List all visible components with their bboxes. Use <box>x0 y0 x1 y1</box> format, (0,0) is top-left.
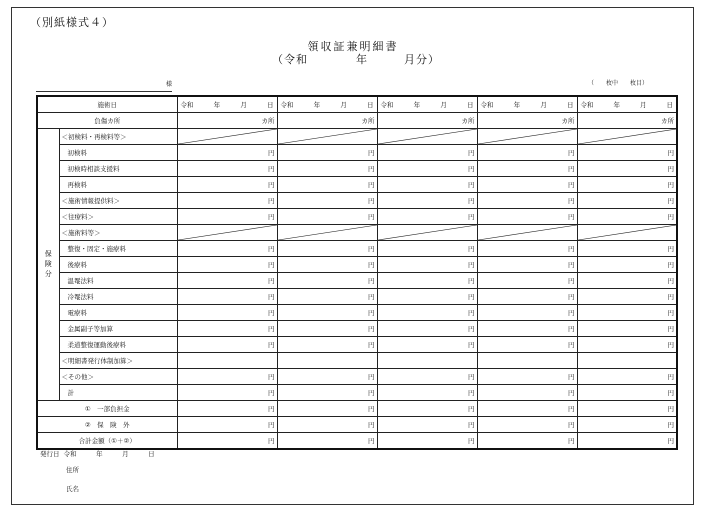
page-title: 領収証兼明細書 <box>307 40 399 53</box>
amount-cell[interactable]: 円 <box>177 369 277 385</box>
row-label: 金属副子等加算 <box>59 321 177 337</box>
date-cell[interactable] <box>277 96 377 113</box>
amount-cell[interactable]: 円 <box>277 433 377 450</box>
table-row-injury <box>37 113 677 129</box>
amount-cell[interactable]: 円 <box>577 241 677 257</box>
footer-label: ① 一部負担金 <box>37 401 177 417</box>
row-label: 整復・固定・施療料 <box>59 241 177 257</box>
date-cell[interactable] <box>477 96 577 113</box>
injury-cell[interactable]: カ所 <box>477 113 577 129</box>
amount-cell[interactable]: 円 <box>577 193 677 209</box>
amount-cell[interactable]: 円 <box>177 177 277 193</box>
row-label: 初検料 <box>59 145 177 161</box>
amount-cell[interactable]: 円 <box>177 257 277 273</box>
amount-cell[interactable]: 円 <box>277 385 377 401</box>
era-part: 年 <box>313 101 321 109</box>
amount-cell[interactable]: 円 <box>177 193 277 209</box>
amount-cell[interactable]: 円 <box>577 209 677 225</box>
era-part: 令和 <box>280 101 294 109</box>
injury-label: 負傷カ所 <box>37 113 177 129</box>
issue-date: 発行日 令和 年 月 日 <box>40 450 155 458</box>
amount-cell[interactable]: 円 <box>377 177 477 193</box>
treatment-date-label: 施術日 <box>37 96 177 113</box>
amount-cell[interactable]: 円 <box>177 433 277 450</box>
amount-cell[interactable]: 円 <box>577 273 677 289</box>
era-part: 日 <box>566 101 574 109</box>
amount-cell[interactable]: 円 <box>177 241 277 257</box>
row-label: ＜施術情報提供料＞ <box>59 193 177 209</box>
date-cell[interactable] <box>177 96 277 113</box>
amount-cell[interactable]: 円 <box>277 289 377 305</box>
statement-table <box>36 95 678 450</box>
diagonal-cell <box>477 129 577 145</box>
row-label: ＜往療料＞ <box>59 209 177 225</box>
amount-cell[interactable]: 円 <box>177 321 277 337</box>
era-part: 令和 <box>580 101 594 109</box>
period-line: （令和 年 月分） <box>272 53 440 66</box>
table-row-footer <box>37 433 677 450</box>
addressee-field[interactable] <box>36 79 172 92</box>
amount-cell[interactable]: 円 <box>577 321 677 337</box>
amount-cell[interactable]: 円 <box>277 305 377 321</box>
row-label: 電療料 <box>59 305 177 321</box>
table-row <box>37 353 677 369</box>
amount-cell[interactable]: 円 <box>477 369 577 385</box>
amount-cell[interactable]: 円 <box>377 385 477 401</box>
amount-cell[interactable]: 円 <box>577 417 677 433</box>
era-part: 月 <box>440 101 447 109</box>
diagonal-cell <box>377 225 477 241</box>
diagonal-cell <box>177 129 277 145</box>
amount-cell[interactable]: 円 <box>477 209 577 225</box>
amount-cell[interactable]: 円 <box>377 273 477 289</box>
amount-cell[interactable]: 円 <box>277 321 377 337</box>
table-row <box>37 145 677 161</box>
amount-cell[interactable]: 円 <box>477 289 577 305</box>
amount-cell[interactable]: 円 <box>477 257 577 273</box>
amount-cell[interactable]: 円 <box>277 161 377 177</box>
amount-cell[interactable]: 円 <box>277 417 377 433</box>
amount-cell[interactable]: 円 <box>577 257 677 273</box>
era-part: 年 <box>513 101 521 109</box>
footer-label: 合計金額（①＋②） <box>37 433 177 450</box>
amount-cell[interactable]: 円 <box>477 145 577 161</box>
era-part: 年 <box>213 101 221 109</box>
amount-cell[interactable]: 円 <box>477 433 577 450</box>
table-row <box>37 177 677 193</box>
amount-cell[interactable]: 円 <box>577 289 677 305</box>
table-row-footer <box>37 401 677 417</box>
diagonal-cell <box>377 129 477 145</box>
amount-cell[interactable]: 円 <box>477 193 577 209</box>
amount-cell[interactable]: 円 <box>577 401 677 417</box>
form-id: （別紙様式４） <box>30 16 114 29</box>
date-cell[interactable] <box>577 96 677 113</box>
table-row-footer <box>37 417 677 433</box>
table-row-date <box>37 96 677 113</box>
amount-cell[interactable]: 円 <box>177 305 277 321</box>
amount-cell[interactable]: 円 <box>377 321 477 337</box>
amount-cell[interactable] <box>277 353 377 369</box>
amount-cell[interactable]: 円 <box>477 305 577 321</box>
amount-cell[interactable]: 円 <box>377 369 477 385</box>
amount-cell[interactable]: 円 <box>377 161 477 177</box>
amount-cell[interactable]: 円 <box>277 369 377 385</box>
amount-cell[interactable]: 円 <box>577 177 677 193</box>
amount-cell[interactable]: 円 <box>377 145 477 161</box>
table-row <box>37 241 677 257</box>
row-label: 柔道整復運動後療料 <box>59 337 177 353</box>
injury-cell[interactable]: カ所 <box>377 113 477 129</box>
amount-cell[interactable]: 円 <box>477 273 577 289</box>
amount-cell[interactable]: 円 <box>577 337 677 353</box>
row-label: 計 <box>59 385 177 401</box>
era-part: 月 <box>240 101 247 109</box>
diagonal-cell <box>477 225 577 241</box>
amount-cell[interactable]: 円 <box>277 401 377 417</box>
row-label: 温罨法料 <box>59 273 177 289</box>
amount-cell[interactable]: 円 <box>477 385 577 401</box>
amount-cell[interactable]: 円 <box>177 161 277 177</box>
amount-cell[interactable]: 円 <box>277 145 377 161</box>
name-label: 氏名 <box>66 485 79 493</box>
amount-cell[interactable]: 円 <box>177 273 277 289</box>
amount-cell[interactable]: 円 <box>577 433 677 450</box>
diagonal-cell <box>277 225 377 241</box>
amount-cell[interactable]: 円 <box>377 241 477 257</box>
amount-cell[interactable]: 円 <box>577 145 677 161</box>
era-part: 年 <box>413 101 421 109</box>
insurance-label: 保険分 <box>37 129 59 401</box>
row-label: 初検時相談支援料 <box>59 161 177 177</box>
era-part: 日 <box>266 101 274 109</box>
amount-cell[interactable]: 円 <box>277 273 377 289</box>
row-label: ＜その他＞ <box>59 369 177 385</box>
amount-cell[interactable]: 円 <box>377 401 477 417</box>
date-cell[interactable] <box>377 96 477 113</box>
era-part: 令和 <box>380 101 394 109</box>
diagonal-cell <box>277 129 377 145</box>
amount-cell[interactable]: 円 <box>177 209 277 225</box>
amount-cell[interactable]: 円 <box>277 241 377 257</box>
amount-cell[interactable]: 円 <box>477 401 577 417</box>
amount-cell[interactable]: 円 <box>477 417 577 433</box>
table-row <box>37 321 677 337</box>
era-part: 令和 <box>480 101 494 109</box>
amount-cell[interactable]: 円 <box>477 177 577 193</box>
amount-cell[interactable]: 円 <box>177 385 277 401</box>
table-row <box>37 337 677 353</box>
amount-cell[interactable]: 円 <box>477 241 577 257</box>
table-row <box>37 193 677 209</box>
amount-cell[interactable]: 円 <box>577 385 677 401</box>
diagonal-cell <box>577 225 677 241</box>
amount-cell[interactable]: 円 <box>177 289 277 305</box>
era-part: 月 <box>340 101 347 109</box>
table-row <box>37 129 677 145</box>
amount-cell[interactable] <box>477 353 577 369</box>
diagonal-cell <box>577 129 677 145</box>
amount-cell[interactable]: 円 <box>477 161 577 177</box>
footer-label: ② 保 険 外 <box>37 417 177 433</box>
table-row <box>37 369 677 385</box>
era-part: 日 <box>666 101 673 109</box>
amount-cell[interactable]: 円 <box>477 337 577 353</box>
address-label: 住所 <box>66 466 79 474</box>
amount-cell[interactable] <box>577 353 677 369</box>
table-row <box>37 305 677 321</box>
injury-cell[interactable]: カ所 <box>277 113 377 129</box>
amount-cell[interactable]: 円 <box>177 417 277 433</box>
amount-cell[interactable]: 円 <box>377 257 477 273</box>
amount-cell[interactable]: 円 <box>377 305 477 321</box>
amount-cell[interactable]: 円 <box>377 417 477 433</box>
era-part: 日 <box>366 101 374 109</box>
diagonal-cell <box>177 225 277 241</box>
amount-cell[interactable]: 円 <box>277 337 377 353</box>
amount-cell[interactable]: 円 <box>377 289 477 305</box>
row-label: ＜明細書発行体制加算＞ <box>59 353 177 369</box>
amount-cell[interactable]: 円 <box>177 401 277 417</box>
injury-cell[interactable]: カ所 <box>177 113 277 129</box>
amount-cell[interactable]: 円 <box>177 145 277 161</box>
amount-cell[interactable]: 円 <box>277 209 377 225</box>
amount-cell[interactable]: 円 <box>377 193 477 209</box>
era-part: 年 <box>613 101 620 109</box>
row-label: 再検料 <box>59 177 177 193</box>
table-row <box>37 161 677 177</box>
amount-cell[interactable] <box>177 353 277 369</box>
row-label: ＜初検料・再検料等＞ <box>59 129 177 145</box>
amount-cell[interactable]: 円 <box>277 177 377 193</box>
amount-cell[interactable]: 円 <box>177 337 277 353</box>
amount-cell[interactable]: 円 <box>377 433 477 450</box>
row-label: 冷罨法料 <box>59 289 177 305</box>
amount-cell[interactable]: 円 <box>477 321 577 337</box>
injury-cell[interactable]: カ所 <box>577 113 677 129</box>
amount-cell[interactable]: 円 <box>277 193 377 209</box>
row-label: ＜施術料等＞ <box>59 225 177 241</box>
amount-cell[interactable]: 円 <box>577 369 677 385</box>
table-row <box>37 289 677 305</box>
table-row <box>37 209 677 225</box>
era-part: 月 <box>540 101 547 109</box>
addressee-suffix: 様 <box>165 81 172 88</box>
table-row <box>37 385 677 401</box>
amount-cell[interactable]: 円 <box>377 337 477 353</box>
era-part: 令和 <box>180 101 194 109</box>
amount-cell[interactable]: 円 <box>377 209 477 225</box>
amount-cell[interactable]: 円 <box>277 257 377 273</box>
row-label: 後療料 <box>59 257 177 273</box>
page-count: （ 枚中 枚目） <box>588 80 649 87</box>
table-row <box>37 273 677 289</box>
era-part: 日 <box>466 101 474 109</box>
amount-cell[interactable]: 円 <box>577 305 677 321</box>
amount-cell[interactable]: 円 <box>577 161 677 177</box>
table-row <box>37 225 677 241</box>
table-row <box>37 257 677 273</box>
era-part: 月 <box>640 101 647 109</box>
amount-cell[interactable] <box>377 353 477 369</box>
